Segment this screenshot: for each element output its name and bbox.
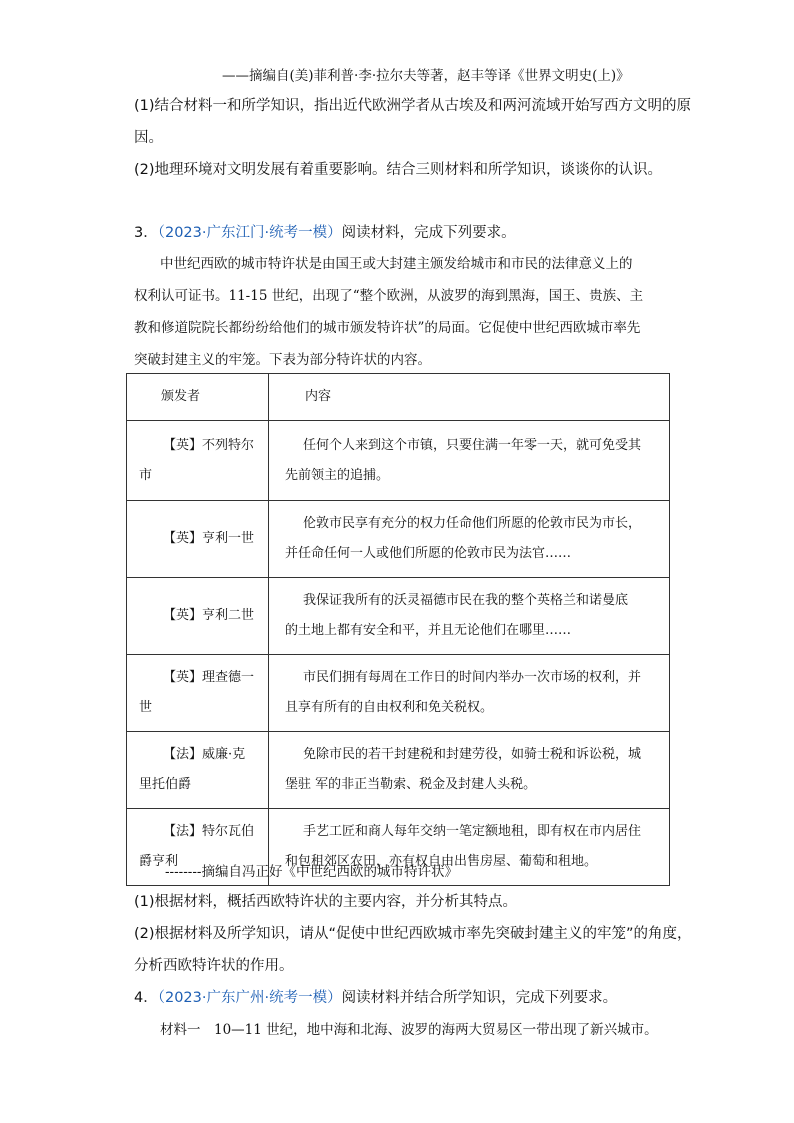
- issuer-line: 【英】不列特尔: [163, 437, 255, 453]
- issuer-line: 【英】亨利一世: [163, 531, 255, 546]
- table-row: [127, 578, 670, 655]
- content-line: 的土地上都有安全和平，并且无论他们在哪里……: [285, 623, 572, 638]
- content-line: 并任命任何一人或他们所愿的伦敦市民为法官……: [285, 546, 572, 561]
- content-line: 且享有所有的自由权利和免关税权。: [285, 700, 494, 715]
- question-prompt: 阅读材料并结合所学知识，完成下列要求。: [341, 990, 618, 1006]
- issuer-line: 【法】威廉·克: [163, 747, 246, 762]
- question-3-sub1: (1)根据材料，概括西欧特许状的主要内容，并分析其特点。: [134, 894, 518, 910]
- question-3-sub2-line1: (2)根据材料及所学知识，请从“促使中世纪西欧城市率先突破封建主义的牢笼”的角度，: [134, 926, 692, 942]
- material-line: 突破封建主义的牢笼。下表为部分特许状的内容。: [134, 352, 431, 368]
- material-one-line: 材料一 10—11 世纪，地中海和北海、波罗的海两大贸易区一带出现了新兴城市。: [160, 1022, 658, 1038]
- question-prompt: 阅读材料，完成下列要求。: [341, 225, 516, 241]
- question-source-tag: （2023·广东广州·统考一模）: [157, 990, 342, 1006]
- source-citation: ——摘编自(美)菲利普·李·拉尔夫等著，赵丰等译《世界文明史(上)》: [222, 68, 630, 84]
- table-header-row: [127, 374, 670, 421]
- question-4-header: [134, 988, 617, 1008]
- table-row: [127, 655, 670, 732]
- issuer-line: 里托伯爵: [139, 777, 192, 792]
- column-header-content: 内容: [305, 389, 332, 404]
- question-2-sub1-line1: (1)结合材料一和所学知识，指出近代欧洲学者从古埃及和两河流域开始写西方文明的原: [134, 98, 692, 114]
- question-number: 4．: [134, 990, 158, 1006]
- table-row: [127, 421, 670, 501]
- question-2-sub1-line2: 因。: [134, 130, 163, 146]
- issuer-line: 爵亨利: [139, 854, 179, 869]
- question-3-header: [134, 223, 516, 243]
- content-line: 免除市民的若干封建税和封建劳役，如骑士税和诉讼税，城: [303, 747, 642, 762]
- issuer-line: 【法】特尔瓦伯: [163, 824, 255, 839]
- question-number: 3．: [134, 225, 158, 241]
- material-line: 中世纪西欧的城市特许状是由国王或大封建主颁发给城市和市民的法律意义上的: [160, 256, 633, 272]
- content-line: 和包租郊区农田，亦有权自由出售房屋、葡萄和租地。: [285, 854, 598, 869]
- column-header-issuer: 颁发者: [161, 389, 201, 404]
- content-line: 市民们拥有每周在工作日的时间内举办一次市场的权利，并: [303, 670, 642, 685]
- question-3-sub2-line2: 分析西欧特许状的作用。: [134, 958, 294, 974]
- question-source-tag: （2023·广东江门·统考一模）: [157, 225, 342, 241]
- content-line: 任何个人来到这个市镇，只要住满一年零一天，就可免受其: [303, 437, 642, 453]
- table-row: [127, 732, 670, 809]
- table-row: [127, 501, 670, 578]
- content-line: 我保证我所有的沃灵福德市民在我的整个英格兰和诺曼底: [303, 593, 629, 608]
- issuer-line: 世: [139, 700, 153, 715]
- content-line: 手艺工匠和商人每年交纳一笔定额地租，即有权在市内居住: [303, 824, 642, 839]
- charter-table: [126, 373, 670, 886]
- material-line: 教和修道院院长都纷纷给他们的城市颁发特许状”的局面。它促使中世纪西欧城市率先: [134, 320, 641, 336]
- content-line: 堡驻 军的非正当勒索、税金及封建人头税。: [285, 777, 537, 792]
- issuer-line: 【英】亨利二世: [163, 608, 255, 623]
- material-line: 权利认可证书。11-15 世纪，出现了“整个欧洲，从波罗的海到黑海，国王、贵族、主: [134, 288, 644, 304]
- question-2-sub2: (2)地理环境对文明发展有着重要影响。结合三则材料和所学知识，谈谈你的认识。: [134, 162, 663, 178]
- content-line: 伦敦市民享有充分的权力任命他们所愿的伦敦市民为市长，: [303, 516, 642, 531]
- issuer-line: 【英】理查德一: [163, 670, 255, 685]
- table-source-citation: --------摘编自冯正好《中世纪西欧的城市特许状》: [165, 864, 458, 880]
- issuer-line: 市: [139, 467, 153, 483]
- content-line: 先前领主的追捕。: [285, 467, 390, 483]
